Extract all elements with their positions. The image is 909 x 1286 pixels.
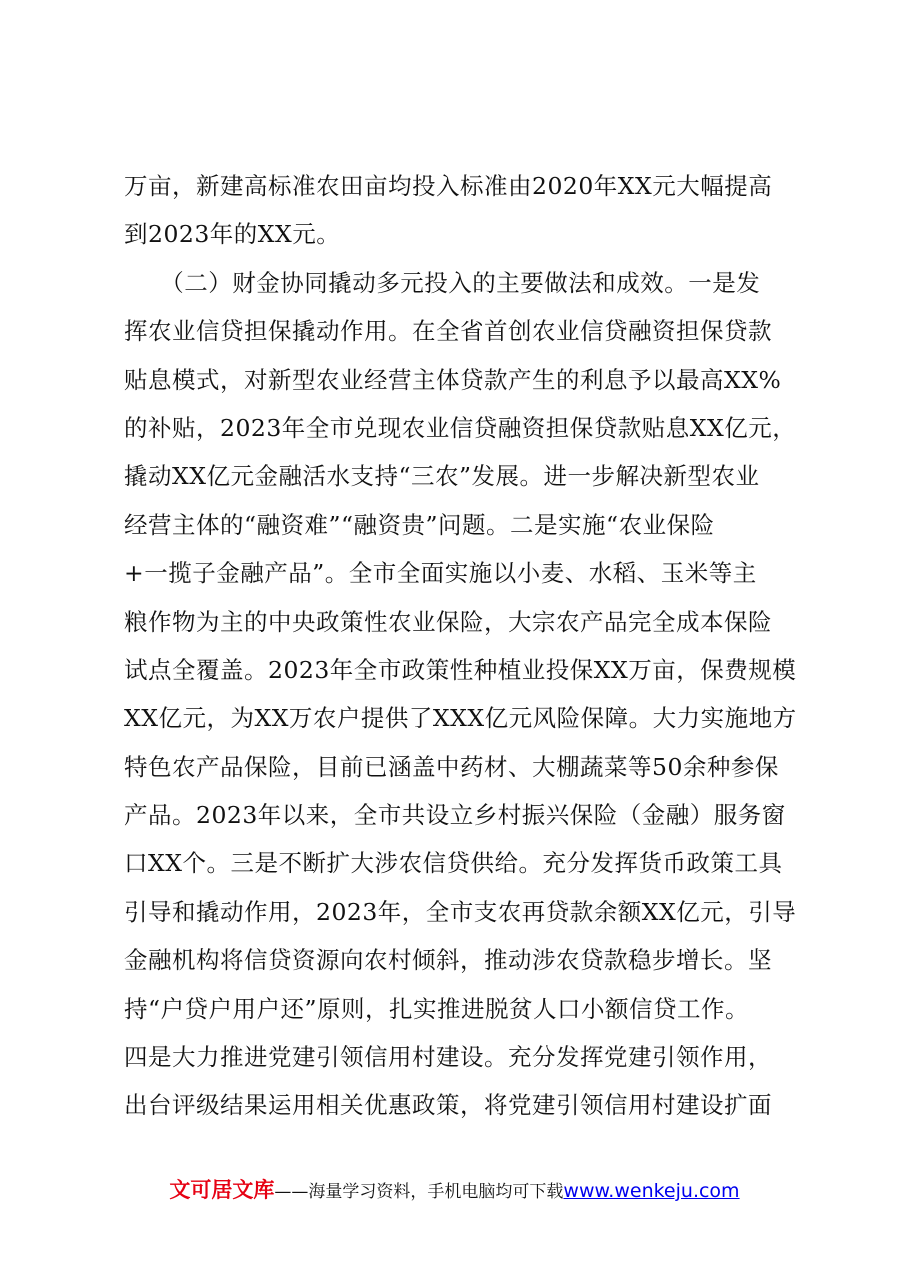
body-text <box>124 162 804 1130</box>
text-line: （二）财金协同撬动多元投入的主要做法和成效。一是发 <box>124 268 761 297</box>
text-line: 粮作物为主的中央政策性农业保险，大宗农产品完全成本保险 <box>124 607 772 636</box>
text-line: +一揽子金融产品”。全市全面实施以小麦、水稻、玉米等主 <box>124 559 757 588</box>
text-line: 特色农产品保险，目前已涵盖中药材、大棚蔬菜等50余种参保 <box>124 752 779 781</box>
text-line: 贴息模式，对新型农业经营主体贷款产生的利息予以最高XX% <box>124 365 782 394</box>
text-line: 到2023年的XX元。 <box>124 220 341 249</box>
text-line: XX亿元，为XX万农户提供了XXX亿元风险保障。大力实施地方 <box>124 704 797 733</box>
text-line: 经营主体的“融资难”“融资贵”问题。二是实施“农业保险 <box>124 510 715 539</box>
text-line: 挥农业信贷担保撬动作用。在全省首创农业信贷融资担保贷款 <box>124 317 772 346</box>
text-line: 金融机构将信贷资源向农村倾斜，推动涉农贷款稳步增长。坚 <box>124 946 772 975</box>
footer-tagline: ——海量学习资料，手机电脑均可下载 <box>274 1182 564 1202</box>
footer-brand: 文可居文库 <box>169 1178 275 1202</box>
text-line: 持“户贷户用户还”原则，扎实推进脱贫人口小额信贷工作。 <box>124 994 750 1023</box>
text-line: 试点全覆盖。2023年全市政策性种植业投保XX万亩，保费规模 <box>124 655 797 684</box>
text-line: 口XX个。三是不断扩大涉农信贷供给。充分发挥货币政策工具 <box>124 849 783 878</box>
text-line: 出台评级结果运用相关优惠政策，将党建引领信用村建设扩面 <box>124 1091 772 1120</box>
text-line: 引导和撬动作用，2023年，全市支农再贷款余额XX亿元，引导 <box>124 897 797 926</box>
text-line: 产品。2023年以来，全市共设立乡村振兴保险（金融）服务窗 <box>124 801 786 830</box>
text-line: 的补贴，2023年全市兑现农业信贷融资担保贷款贴息XX亿元， <box>124 413 797 442</box>
footer-banner <box>0 1174 909 1204</box>
text-line: 撬动XX亿元金融活水支持“三农”发展。进一步解决新型农业 <box>124 462 760 491</box>
footer-link[interactable]: www.wenkeju.com <box>563 1180 740 1202</box>
text-line: 四是大力推进党建引领信用村建设。充分发挥党建引领作用， <box>124 1043 772 1072</box>
text-line: 万亩，新建高标准农田亩均投入标准由2020年XX元大幅提高 <box>124 172 773 200</box>
